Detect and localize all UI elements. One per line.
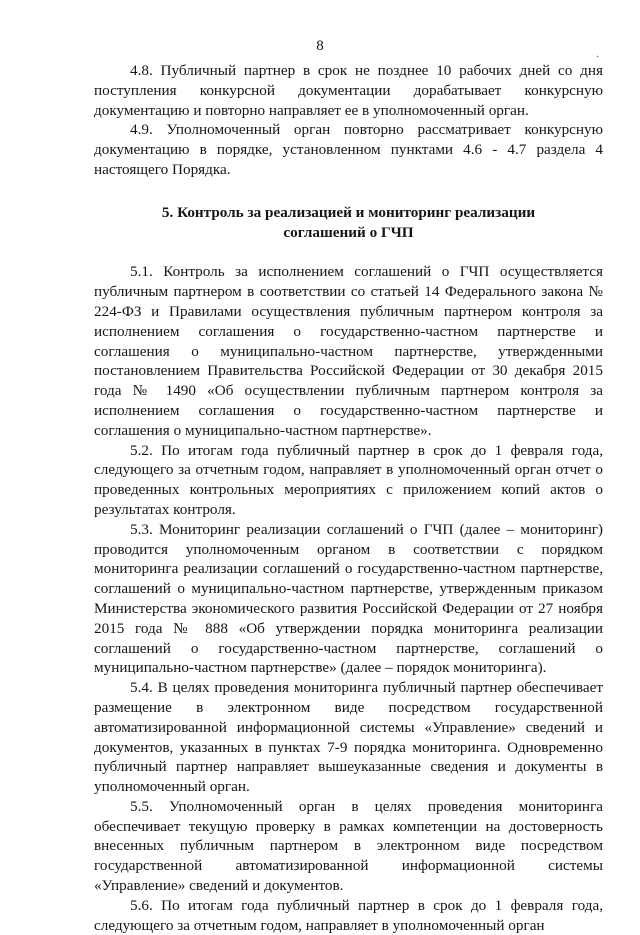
page-number: 8 xyxy=(316,38,324,54)
paragraph-5-5: 5.5. Уполномоченный орган в целях проведения мониторинга обеспечивает текущую проверку в рамках компетенции на достоверность внесенных публичным партнером в электронном виде посредством государственной автоматизированной информационной системы «Управление» сведений и документов. xyxy=(94,797,603,895)
paragraph-4-9: 4.9. Уполномоченный орган повторно рассматривает конкурсную документацию в порядке, установленном пунктами 4.6 - 4.7 раздела 4 настоящего Порядка. xyxy=(94,121,603,178)
paragraph-5-3: 5.3. Мониторинг реализации соглашений о ГЧП (далее – мониторинг) проводится уполномоченным органом в соответствии с порядком мониторинга реализации соглашений о государственно-частном партнерстве, соглашений о муниципально-частном партнерстве, утвержденным приказом Министерства экономического развития Российской Федерации от 27 ноября 2015 года № 888 «Об утверждении порядка мониторинга реализации соглашений о государственно-частном партнерстве, соглашений о муниципально-частном партнерстве» (далее – порядок мониторинга). xyxy=(94,520,603,677)
paragraph-4-8: 4.8. Публичный партнер в срок не позднее 10 рабочих дней со дня поступления конкурсной документации дорабатывает конкурсную документацию и повторно направляет ее в уполномоченный орган. xyxy=(94,62,603,119)
paragraph-5-4: 5.4. В целях проведения мониторинга публичный партнер обеспечивает размещение в электронном виде посредством государственной автоматизированной информационной системы «Управление» сведений и документов, указанных в пунктах 7-9 порядка мониторинга. Одновременно публичный партнер направляет вышеуказанные сведения и документы в уполномоченный орган. xyxy=(94,679,603,796)
section-heading-line-2: соглашений о ГЧП xyxy=(283,223,414,241)
paragraph-5-1: 5.1. Контроль за исполнением соглашений о ГЧП осуществляется публичным партнером в соответствии со статьей 14 Федерального закона № 224-ФЗ и Правилами осуществления публичным партнером контроля за исполнением соглашения о государственно-частном партнерстве и соглашения о муниципально-частном партнерстве, утвержденными постановлением Правительства Российской Федерации от 30 декабря 2015 года № 1490 «Об осуществлении публичным партнером контроля за исполнением соглашения о государственно-частном партнерстве и соглашения о муниципально-частном партнерстве». xyxy=(94,263,603,439)
section-heading-line-1: 5. Контроль за реализацией и мониторинг реализации xyxy=(161,203,536,221)
corner-mark: . xyxy=(596,46,599,60)
section-heading xyxy=(94,203,603,243)
paragraph-5-6: 5.6. По итогам года публичный партнер в срок до 1 февраля года, следующего за отчетным годом, направляет в уполномоченный орган xyxy=(94,896,603,934)
paragraph-5-2: 5.2. По итогам года публичный партнер в срок до 1 февраля года, следующего за отчетным годом, направляет в уполномоченный орган отчет о проведенных контрольных мероприятиях с приложением копий актов о результатах контроля. xyxy=(94,441,603,518)
document-body xyxy=(94,61,603,935)
